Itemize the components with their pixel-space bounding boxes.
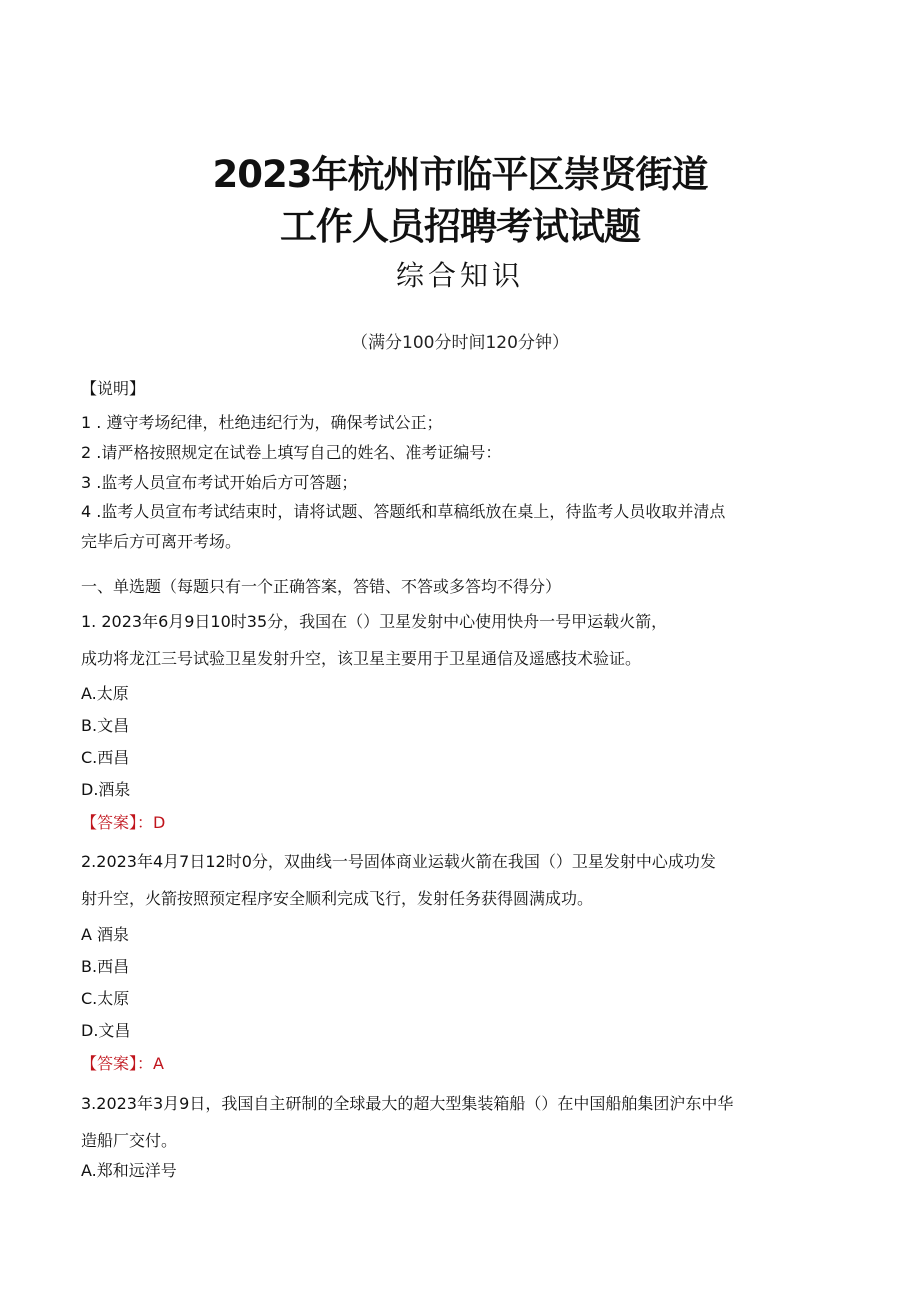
score-info: （满分100分时间120分钟）: [351, 333, 569, 353]
question-1-text-continued: 成功将龙江三号试验卫星发射升空，该卫星主要用于卫星通信及遥感技术验证。: [81, 649, 642, 668]
question-2-text-continued: 射升空，火箭按照预定程序安全顺利完成飞行，发射任务获得圆满成功。: [81, 889, 594, 908]
instruction-item-continued: 完毕后方可离开考场。: [81, 532, 242, 551]
question-1-option-c: C.西昌: [81, 748, 130, 767]
exam-subtitle: 综合知识: [395, 259, 524, 292]
instructions-heading: 【说明】: [81, 379, 146, 398]
question-1-option-a: A.太原: [81, 684, 129, 703]
question-2-option-a: A 酒泉: [81, 925, 130, 944]
question-3-text: 3.2023年3月9日，我国自主研制的全球最大的超大型集装箱船（）在中国船舶集团沪东中华: [81, 1094, 734, 1113]
instruction-item: 3 .监考人员宣布考试开始后方可答题；: [81, 473, 358, 492]
question-2-option-b: B.西昌: [81, 957, 130, 976]
question-1-answer: 【答案】：D: [81, 813, 166, 832]
question-2-option-d: D.文昌: [81, 1021, 131, 1040]
question-2-option-c: C.太原: [81, 989, 130, 1008]
question-3-option-a: A.郑和远洋号: [81, 1161, 177, 1180]
section-heading: 一、单选题（每题只有一个正确答案，答错、不答或多答均不得分）: [81, 577, 562, 596]
question-2-text: 2.2023年4月7日12时0分，双曲线一号固体商业运载火箭在我国（）卫星发射中心成功发: [81, 852, 716, 871]
instruction-item: 1 . 遵守考场纪律，杜绝违纪行为，确保考试公正；: [81, 413, 443, 432]
exam-title-line1: 2023年杭州市临平区崇贤街道: [212, 153, 708, 196]
instruction-item: 4 .监考人员宣布考试结束时，请将试题、答题纸和草稿纸放在桌上，待监考人员收取并清点: [81, 502, 726, 521]
instruction-item: 2 .请严格按照规定在试卷上填写自己的姓名、准考证编号：: [81, 443, 502, 462]
question-1-text: 1. 2023年6月9日10时35分，我国在（）卫星发射中心使用快舟一号甲运载火箭，: [81, 612, 668, 631]
question-1-option-b: B.文昌: [81, 716, 130, 735]
exam-title-line2: 工作人员招聘考试试题: [280, 205, 640, 248]
question-3-text-continued: 造船厂交付。: [81, 1131, 178, 1150]
question-1-option-d: D.酒泉: [81, 780, 131, 799]
question-2-answer: 【答案】：A: [81, 1054, 164, 1073]
